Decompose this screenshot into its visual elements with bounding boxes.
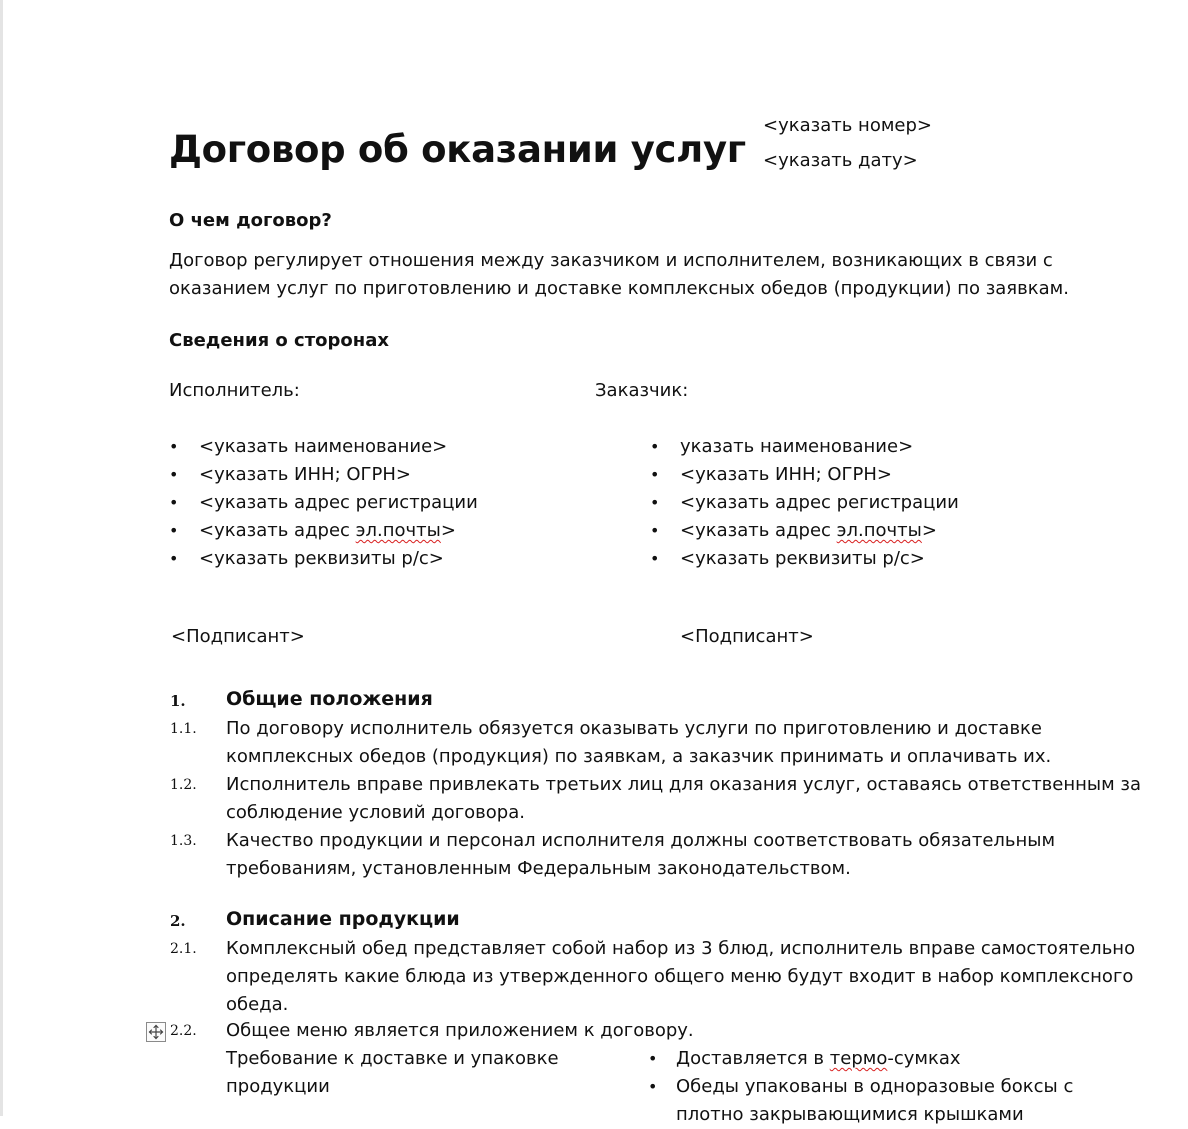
customer-details-list (650, 433, 959, 573)
customer-bank-details[interactable]: • <указать реквизиты р/с> (650, 545, 959, 573)
clause-number: 1.3. (170, 833, 197, 849)
clause-line: Исполнитель вправе привлекать третьих лиц для оказания услуг, оставаясь ответственным за (226, 774, 1142, 795)
clause-number: 1.1. (170, 721, 197, 737)
delivery-label-line: Требование к доставке и упаковке (226, 1048, 559, 1069)
clause-text (226, 935, 1135, 1019)
spellcheck-word: термо (829, 1048, 888, 1069)
delivery-item-suffix: -сумках (887, 1048, 961, 1069)
executor-inn[interactable]: • <указать ИНН; ОГРН> (169, 461, 478, 489)
clause-text (226, 827, 1055, 883)
clause-number: 2.1. (170, 941, 197, 957)
delivery-label-line: продукции (226, 1076, 330, 1097)
executor-address[interactable]: • <указать адрес регистрации (169, 489, 478, 517)
clause-text (226, 715, 1051, 771)
executor-label: Исполнитель: (169, 380, 300, 401)
about-paragraph (169, 247, 1069, 303)
delivery-item-prefix: Доставляется в (676, 1048, 830, 1069)
contract-date-placeholder[interactable]: <указать дату> (763, 150, 918, 171)
document-title: Договор об оказании услуг (169, 128, 746, 171)
executor-signatory[interactable]: <Подписант> (171, 626, 305, 647)
delivery-item (648, 1073, 1073, 1129)
clause-number: 1.2. (170, 777, 197, 793)
spellcheck-word: эл.почты (836, 520, 922, 541)
clause-text: Общее меню является приложением к договору. (226, 1020, 694, 1041)
customer-name[interactable]: • указать наименование> (650, 433, 959, 461)
section-number: 1. (170, 692, 186, 710)
clause-line: определять какие блюда из утвержденного общего меню будут входит в набор комплексного (226, 966, 1134, 987)
customer-inn[interactable]: • <указать ИНН; ОГРН> (650, 461, 959, 489)
delivery-item (648, 1045, 1073, 1073)
customer-email-suffix: > (921, 520, 937, 541)
spellcheck-word: эл.почты (355, 520, 441, 541)
customer-signatory[interactable]: <Подписант> (680, 626, 814, 647)
customer-address[interactable]: • <указать адрес регистрации (650, 489, 959, 517)
section-title: Описание продукции (226, 908, 460, 930)
parties-heading: Сведения о сторонах (169, 330, 389, 351)
executor-name[interactable]: • <указать наименование> (169, 433, 478, 461)
clause-line: Качество продукции и персонал исполнителя должны соответствовать обязательным (226, 830, 1056, 851)
executor-email[interactable] (169, 517, 478, 545)
clause-line: По договору исполнитель обязуется оказывать услуги по приготовлению и доставке (226, 718, 1043, 739)
executor-bank-details[interactable]: • <указать реквизиты р/с> (169, 545, 478, 573)
executor-details-list (169, 433, 478, 573)
move-arrows-icon (147, 1023, 165, 1041)
delivery-item-line: плотно закрывающимися крышками (676, 1104, 1024, 1125)
executor-email-suffix: > (440, 520, 456, 541)
clause-line: Комплексный обед представляет собой набор из 3 блюд, исполнитель вправе самостоятельно (226, 938, 1136, 959)
customer-email[interactable] (650, 517, 959, 545)
customer-label: Заказчик: (595, 380, 689, 401)
delivery-requirements-list (648, 1045, 1073, 1129)
customer-email-prefix: <указать адрес (680, 520, 837, 541)
contract-number-placeholder[interactable]: <указать номер> (763, 115, 932, 136)
clause-line: соблюдение условий договора. (226, 802, 525, 823)
clause-text (226, 771, 1141, 827)
clause-line: обеда. (226, 994, 289, 1015)
page-edge (0, 0, 3, 1116)
delivery-item-line: • Обеды упакованы в одноразовые боксы с (676, 1076, 1074, 1097)
delivery-requirements-label (226, 1045, 559, 1101)
about-line: оказанием услуг по приготовлению и доставке комплексных обедов (продукции) по заявкам. (169, 278, 1069, 299)
clause-line: требованиям, установленным Федеральным законодательством. (226, 858, 851, 879)
executor-email-prefix: <указать адрес (199, 520, 356, 541)
clause-line: комплексных обедов (продукция) по заявкам, а заказчик принимать и оплачивать их. (226, 746, 1052, 767)
table-move-handle[interactable] (146, 1022, 166, 1042)
clause-number: 2.2. (170, 1023, 197, 1039)
section-title: Общие положения (226, 688, 433, 710)
about-heading: О чем договор? (169, 210, 332, 231)
about-line: Договор регулирует отношения между заказчиком и исполнителем, возникающих в связи с (169, 250, 1053, 271)
section-number: 2. (170, 912, 186, 930)
